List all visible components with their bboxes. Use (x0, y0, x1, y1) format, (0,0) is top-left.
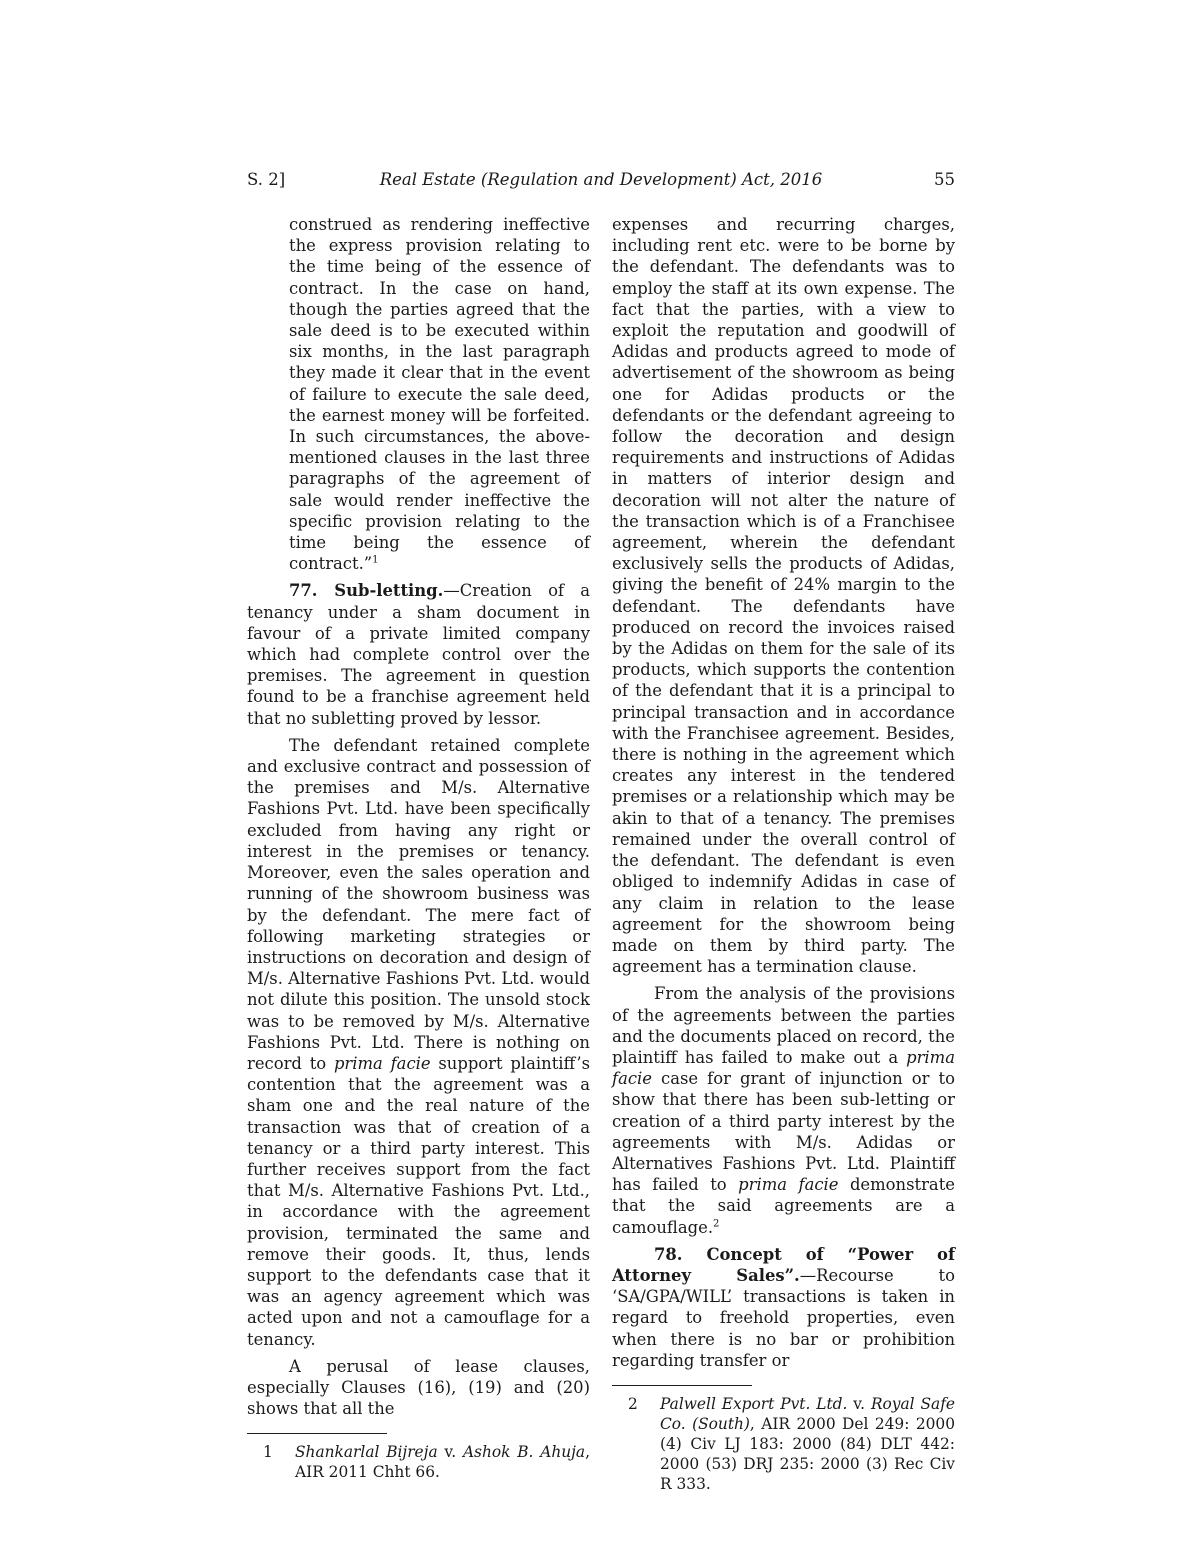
citation: , AIR 2011 Chht 66. (295, 1443, 590, 1482)
footnote-text (295, 1442, 590, 1482)
quote-text: construed as rendering ineffective the express provision relating to the time being of the essence of contract. In the case on hand, though the parties agreed that the sale deed is to be executed within six months, in the last paragraph they made it clear that in the event of failure to execute the sale deed, the earnest money will be forfeited. In such circumstances, the above-mentioned clauses in the last three paragraphs of the agreement of sale would render ineffective the specific provision relating to the time being the essence of contract.” (289, 215, 590, 574)
section-ref: S. 2] (247, 170, 286, 189)
paragraph-text: demonstrate that the said agreements are a camouflage. (612, 1175, 955, 1237)
footnote-number: 1 (263, 1443, 273, 1462)
paragraph-text: The defendant retained complete and exclusive contract and possession of the premises and M/s. Alternative Fashions Pvt. Ltd. have been specifically excluded from having any right or interest in the premises or tenancy. Moreover, even the sales operation and running of the showroom business was by the defendant. The mere fact of following marketing strategies or instructions on decoration and design of M/s. Alternative Fashions Pvt. Ltd. would not dilute this position. The unsold stock was to be removed by M/s. Alternative Fashions Pvt. Ltd. There is nothing on record to (247, 735, 590, 1073)
paragraph-text: support plaintiff’s contention that the agreement was a sham one and the real nature of the transaction was that of creation of a tenancy or a third party interest. This further receives support from the fact that M/s. Alternative Fashions Pvt. Ltd., in accordance with the agreement provision, terminated the same and remove their goods. It, thus, lends support to the defendants case that it was an agency agreement which was acted upon and not a camouflage for a tenancy. (247, 1053, 590, 1349)
right-column (612, 214, 955, 1494)
footnote-2 (612, 1394, 955, 1494)
title-part-a: Real Estate ( (379, 170, 488, 189)
italic-term: prima facie (738, 1175, 839, 1195)
section-78 (612, 1244, 955, 1371)
paragraph (612, 983, 955, 1237)
paragraph (247, 735, 590, 1350)
versus: v. (437, 1443, 463, 1462)
versus: v. (847, 1394, 871, 1413)
paragraph-text: From the analysis of the provisions of the agreements between the parties and the documents placed on record, the plaintiff has failed to make out a (612, 984, 955, 1067)
citation: , AIR 2000 Del 249: 2000 (4) Civ LJ 183: 2000 (84) DLT 442: 2000 (53) DRJ 235: 2000 (3) Rec Civ R 333. (660, 1414, 955, 1493)
section-78-heading: 78. Concept of “Power of Attorney Sales”. (612, 1244, 955, 1285)
case-party: Palwell Export Pvt. Ltd. (660, 1394, 848, 1413)
block-quote (247, 214, 590, 574)
footnote-ref-1: 1 (372, 554, 379, 566)
footnote-text (660, 1394, 955, 1494)
section-77-heading: 77. Sub-letting. (289, 581, 444, 601)
footnote-divider (612, 1385, 752, 1386)
paragraph-text: case for grant of injunction or to show that there has been sub-letting or creation of a third party interest by the agreements with M/s. Adidas or Alternatives Fashions Pvt. Ltd. Plaintiff has failed to (612, 1069, 955, 1195)
footnote-ref-2: 2 (713, 1218, 720, 1230)
footnote-number: 2 (628, 1394, 638, 1413)
title-part-c: ) Act, 2016 (730, 170, 823, 189)
page-number: 55 (934, 170, 955, 189)
case-party: Ashok B. Ahuja (462, 1443, 586, 1462)
left-column (247, 214, 590, 1482)
running-title (247, 170, 955, 189)
paragraph: expenses and recurring charges, including rent etc. were to be borne by the defendant. The defendants was to employ the staff at its own expense. The fact that the parties, with a view to exploit the reputation and goodwill of Adidas and products agreed to mode of advertisement of the showroom as being one for Adidas products or the defendants or the defendant agreeing to follow the decoration and design requirements and instructions of Adidas in matters of interior design and decoration will not alter the nature of the transaction which is of a Franchisee agreement, wherein the defendant exclusively sells the products of Adidas, giving the benefit of 24% margin to the defendant. The defendants have produced on record the invoices raised by the Adidas on them for the sale of its products, which supports the contention of the defendant that it is a principal to principal transaction and in accordance with the Franchisee agreement. Besides, there is nothing in the agreement which creates any interest in the tendered premises or a relationship which may be akin to that of a tenancy. The premises remained under the overall control of the defendant. The defendant is even obliged to indemnify Adidas in case of any claim in relation to the lease agreement for the showroom being made on them by third party. The agreement has a termination clause. (612, 215, 955, 977)
title-part-b: Regulation and Development (487, 170, 731, 189)
footnote-1 (247, 1442, 590, 1482)
italic-term: prima facie (612, 1047, 955, 1089)
section-78-text: —Recourse to ‘SA/GPA/WILL’ transactions is taken in regard to freehold properties, even when there is no bar or prohibition regarding transfer or (612, 1265, 955, 1370)
section-77 (247, 580, 590, 728)
paragraph: A perusal of lease clauses, especially Clauses (16), (19) and (20) shows that all the (247, 1356, 590, 1419)
case-party: Shankarlal Bijreja (295, 1443, 438, 1462)
case-party: Royal Safe Co. (South) (660, 1394, 955, 1433)
section-77-text: —Creation of a tenancy under a sham document in favour of a private limited company which had complete control over the premises. The agreement in question found to be a franchise agreement held that no subletting proved by lessor. (247, 581, 590, 728)
running-header (247, 170, 955, 196)
italic-term: prima facie (333, 1053, 431, 1073)
footnote-divider (247, 1433, 387, 1434)
